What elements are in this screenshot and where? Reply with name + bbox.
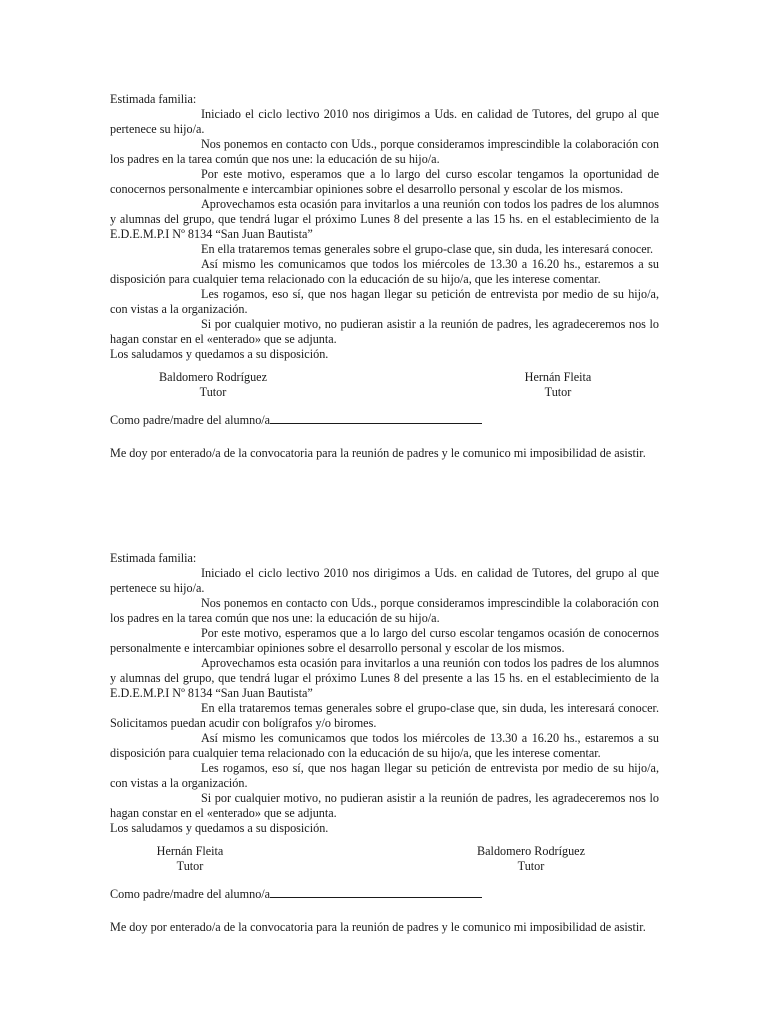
absence-notice: Me doy por enterado/a de la convocatoria para la reunión de padres y le comunico mi imposibilidad de asistir.: [110, 446, 646, 460]
paragraph-motive: Por este motivo, esperamos que a lo largo del curso escolar tengamos ocasión de conocernos personalmente e intercambiar opiniones sobre el desarrollo personal y escolar de los mismos.: [110, 626, 659, 655]
parent-name-label: Como padre/madre del alumno/a: [110, 413, 271, 427]
absence-notice: Me doy por enterado/a de la convocatoria para la reunión de padres y le comunico mi imposibilidad de asistir.: [110, 920, 646, 934]
parent-name-blank[interactable]: [270, 412, 482, 424]
signature-left: [154, 370, 272, 400]
paragraph-topics: En ella trataremos temas generales sobre el grupo-clase que, sin duda, les interesará conocer.: [201, 242, 654, 256]
parent-name-blank[interactable]: [270, 886, 482, 898]
paragraph-contact: Nos ponemos en contacto con Uds., porque consideramos imprescindible la colaboración con los padres en la tarea común que nos une: la educación de su hijo/a.: [110, 596, 659, 625]
paragraph-absence: Si por cualquier motivo, no pudieran asistir a la reunión de padres, les agradeceremos nos lo hagan constar en el «enterado» que se adjunta.: [110, 791, 659, 820]
signature-name: Baldomero Rodríguez: [477, 844, 585, 858]
greeting: Estimada familia:: [110, 92, 197, 106]
signature-right: [500, 370, 616, 400]
signature-block: [110, 844, 659, 874]
paragraph-schedule: Así mismo les comunicamos que todos los miércoles de 13.30 a 16.20 hs., estaremos a su disposición para cualquier tema relacionado con la educación de su hijo/a, que les interese comentar.: [110, 257, 659, 286]
paragraph-meeting: Aprovechamos esta ocasión para invitarlos a una reunión con todos los padres de los alumnos y alumnas del grupo, que tendrá lugar el próximo Lunes 8 del presente a las 15 hs. en el establecimiento de la E.D.E.M.P.I Nº 8134 “San Juan Bautista”: [110, 656, 659, 700]
paragraph-absence: Si por cualquier motivo, no pudieran asistir a la reunión de padres, les agradeceremos nos lo hagan constar en el «enterado» que se adjunta.: [110, 317, 659, 346]
parent-name-row: [110, 412, 659, 428]
signature-name: Hernán Fleita: [156, 844, 224, 858]
paragraph-intro: Iniciado el ciclo lectivo 2010 nos dirigimos a Uds. en calidad de Tutores, del grupo al que pertenece su hijo/a.: [110, 107, 659, 136]
paragraph-request: Les rogamos, eso sí, que nos hagan llegar su petición de entrevista por medio de su hijo/a, con vistas a la organización.: [110, 761, 659, 790]
paragraph-schedule: Así mismo les comunicamos que todos los miércoles de 13.30 a 16.20 hs., estaremos a su disposición para cualquier tema relacionado con la educación de su hijo/a, que les interese comentar.: [110, 731, 659, 760]
letter-second: [110, 551, 659, 935]
signature-block: [110, 370, 659, 400]
signature-right: [472, 844, 590, 874]
closing: Los saludamos y quedamos a su disposición.: [110, 347, 329, 361]
paragraph-motive: Por este motivo, esperamos que a lo largo del curso escolar tengamos la oportunidad de conocernos personalmente e intercambiar opiniones sobre el desarrollo personal y escolar de los mismos.: [110, 167, 659, 196]
signature-role: Tutor: [517, 859, 545, 873]
paragraph-intro: Iniciado el ciclo lectivo 2010 nos dirigimos a Uds. en calidad de Tutores, del grupo al que pertenece su hijo/a.: [110, 566, 659, 595]
signature-left: [151, 844, 229, 874]
paragraph-meeting: Aprovechamos esta ocasión para invitarlos a una reunión con todos los padres de los alumnos y alumnas del grupo, que tendrá lugar el próximo Lunes 8 del presente a las 15 hs. en el establecimiento de la E.D.E.M.P.I Nº 8134 “San Juan Bautista”: [110, 197, 659, 241]
parent-name-row: [110, 886, 659, 902]
letter-first: [110, 92, 659, 461]
signature-role: Tutor: [199, 385, 227, 399]
parent-name-label: Como padre/madre del alumno/a: [110, 887, 271, 901]
signature-name: Hernán Fleita: [524, 370, 592, 384]
paragraph-topics: En ella trataremos temas generales sobre el grupo-clase que, sin duda, les interesará conocer. Solicitamos puedan acudir con bolígrafos y/o biromes.: [110, 701, 659, 730]
signature-name: Baldomero Rodríguez: [159, 370, 267, 384]
closing: Los saludamos y quedamos a su disposición.: [110, 821, 329, 835]
paragraph-contact: Nos ponemos en contacto con Uds., porque consideramos imprescindible la colaboración con los padres en la tarea común que nos une: la educación de su hijo/a.: [110, 137, 659, 166]
signature-role: Tutor: [176, 859, 204, 873]
greeting: Estimada familia:: [110, 551, 197, 565]
signature-role: Tutor: [544, 385, 572, 399]
paragraph-request: Les rogamos, eso sí, que nos hagan llegar su petición de entrevista por medio de su hijo/a, con vistas a la organización.: [110, 287, 659, 316]
